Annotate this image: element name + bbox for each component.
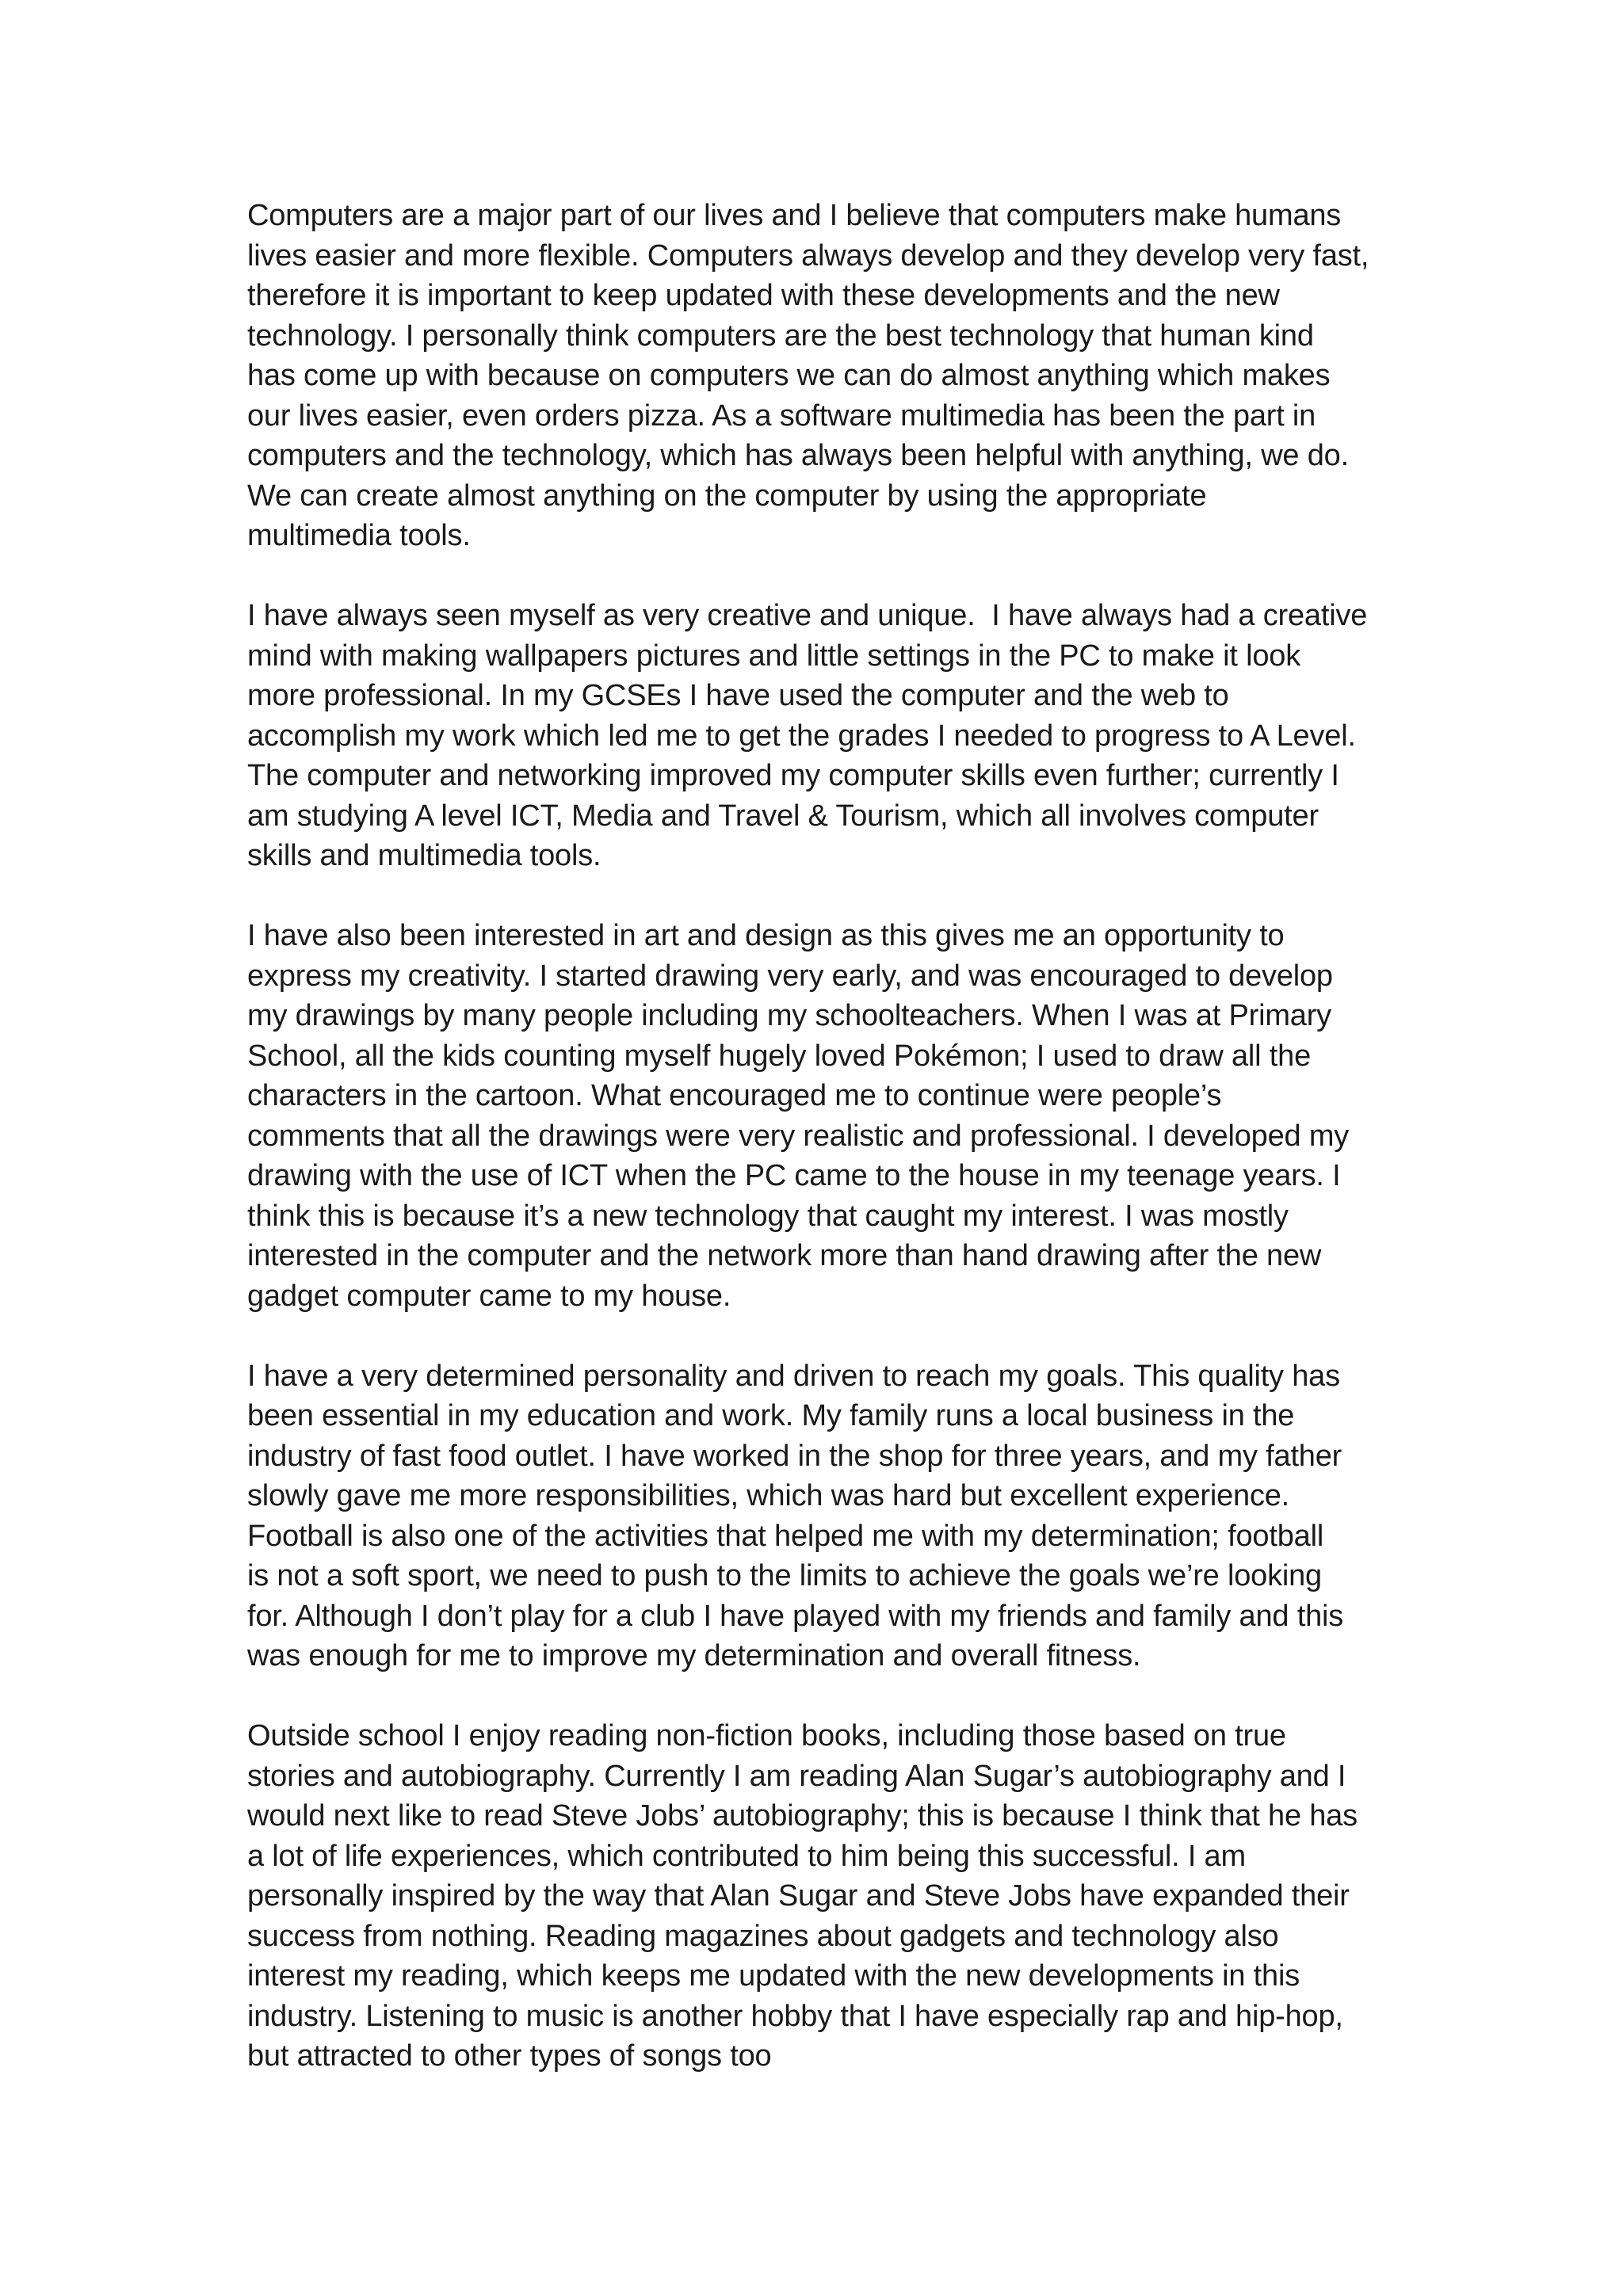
text-line: would next like to read Steve Jobs’ autobiography; this is because I think that he has (247, 1799, 1358, 1833)
text-line: is not a soft sport, we need to push to the limits to achieve the goals we’re looking (247, 1559, 1322, 1592)
text-line: accomplish my work which led me to get the grades I needed to progress to A Level. (247, 719, 1356, 753)
text-line: express my creativity. I started drawing very early, and was encouraged to develop (247, 959, 1333, 993)
paragraph-creativity (247, 596, 1436, 876)
text-line: been essential in my education and work. My family runs a local business in the (247, 1399, 1295, 1432)
text-line: slowly gave me more responsibilities, which was hard but excellent experience. (247, 1479, 1290, 1512)
text-line: was enough for me to improve my determination and overall fitness. (247, 1639, 1141, 1672)
text-line: comments that all the drawings were very realistic and professional. I developed my (247, 1119, 1350, 1153)
text-line: Computers are a major part of our lives and I believe that computers make humans (247, 199, 1342, 232)
text-line: Outside school I enjoy reading non-fiction books, including those based on true (247, 1719, 1286, 1753)
text-line: computers and the technology, which has always been helpful with anything, we do. (247, 439, 1349, 472)
text-line: but attracted to other types of songs too (247, 2039, 772, 2073)
text-line: interest my reading, which keeps me updated with the new developments in this (247, 1959, 1300, 1993)
text-line: mind with making wallpapers pictures and little settings in the PC to make it look (247, 639, 1301, 673)
text-line: personally inspired by the way that Alan Sugar and Steve Jobs have expanded their (247, 1879, 1350, 1913)
text-line: multimedia tools. (247, 519, 471, 552)
text-line: The computer and networking improved my computer skills even further; currently I (247, 759, 1339, 792)
text-line: Football is also one of the activities that helped me with my determination; football (247, 1519, 1324, 1553)
text-line: I have a very determined personality and driven to reach my goals. This quality has (247, 1359, 1340, 1393)
text-line: lives easier and more flexible. Computers always develop and they develop very fast, (247, 238, 1369, 273)
text-line: am studying A level ICT, Media and Travel & Tourism, which all involves computer (247, 799, 1319, 833)
text-line: for. Although I don’t play for a club I have played with my friends and family and this (247, 1599, 1344, 1633)
text-line: We can create almost anything on the computer by using the appropriate (247, 479, 1207, 513)
text-line: think this is because it’s a new technology that caught my interest. I was mostly (247, 1199, 1289, 1233)
text-line: skills and multimedia tools. (247, 839, 601, 872)
text-line: a lot of life experiences, which contributed to him being this successful. I am (247, 1839, 1246, 1873)
text-line: interested in the computer and the network more than hand drawing after the new (247, 1239, 1322, 1272)
text-line: success from nothing. Reading magazines about gadgets and technology also (247, 1919, 1279, 1953)
text-line: has come up with because on computers we can do almost anything which makes (247, 359, 1331, 392)
paragraph-determination (247, 1356, 1436, 1676)
text-line: stories and autobiography. Currently I am reading Alan Sugar’s autobiography and I (247, 1759, 1346, 1793)
text-line: gadget computer came to my house. (247, 1279, 731, 1313)
text-line: more professional. In my GCSEs I have used the computer and the web to (247, 679, 1229, 712)
text-line: School, all the kids counting myself hugely loved Pokémon; I used to draw all the (247, 1039, 1312, 1073)
text-line: our lives easier, even orders pizza. As a software multimedia has been the part in (247, 399, 1316, 433)
document-body (247, 196, 1436, 2116)
text-line: industry. Listening to music is another hobby that I have especially rap and hip-hop, (247, 1999, 1343, 2033)
text-line: characters in the cartoon. What encouraged me to continue were people’s (247, 1079, 1222, 1112)
text-line: industry of fast food outlet. I have worked in the shop for three years, and my father (247, 1439, 1342, 1473)
paragraph-art-design (247, 916, 1436, 1316)
paragraph-hobbies (247, 1716, 1436, 2077)
text-line: I have also been interested in art and design as this gives me an opportunity to (247, 919, 1285, 952)
text-line: therefore it is important to keep updated with these developments and the new (247, 279, 1280, 312)
paragraph-computers (247, 196, 1436, 556)
text-line: drawing with the use of ICT when the PC came to the house in my teenage years. I (247, 1159, 1341, 1192)
text-line: technology. I personally think computers are the best technology that human kind (247, 318, 1314, 353)
text-line: I have always seen myself as very creative and unique. I have always had a creative (247, 599, 1368, 632)
text-line: my drawings by many people including my schoolteachers. When I was at Primary (247, 999, 1331, 1032)
